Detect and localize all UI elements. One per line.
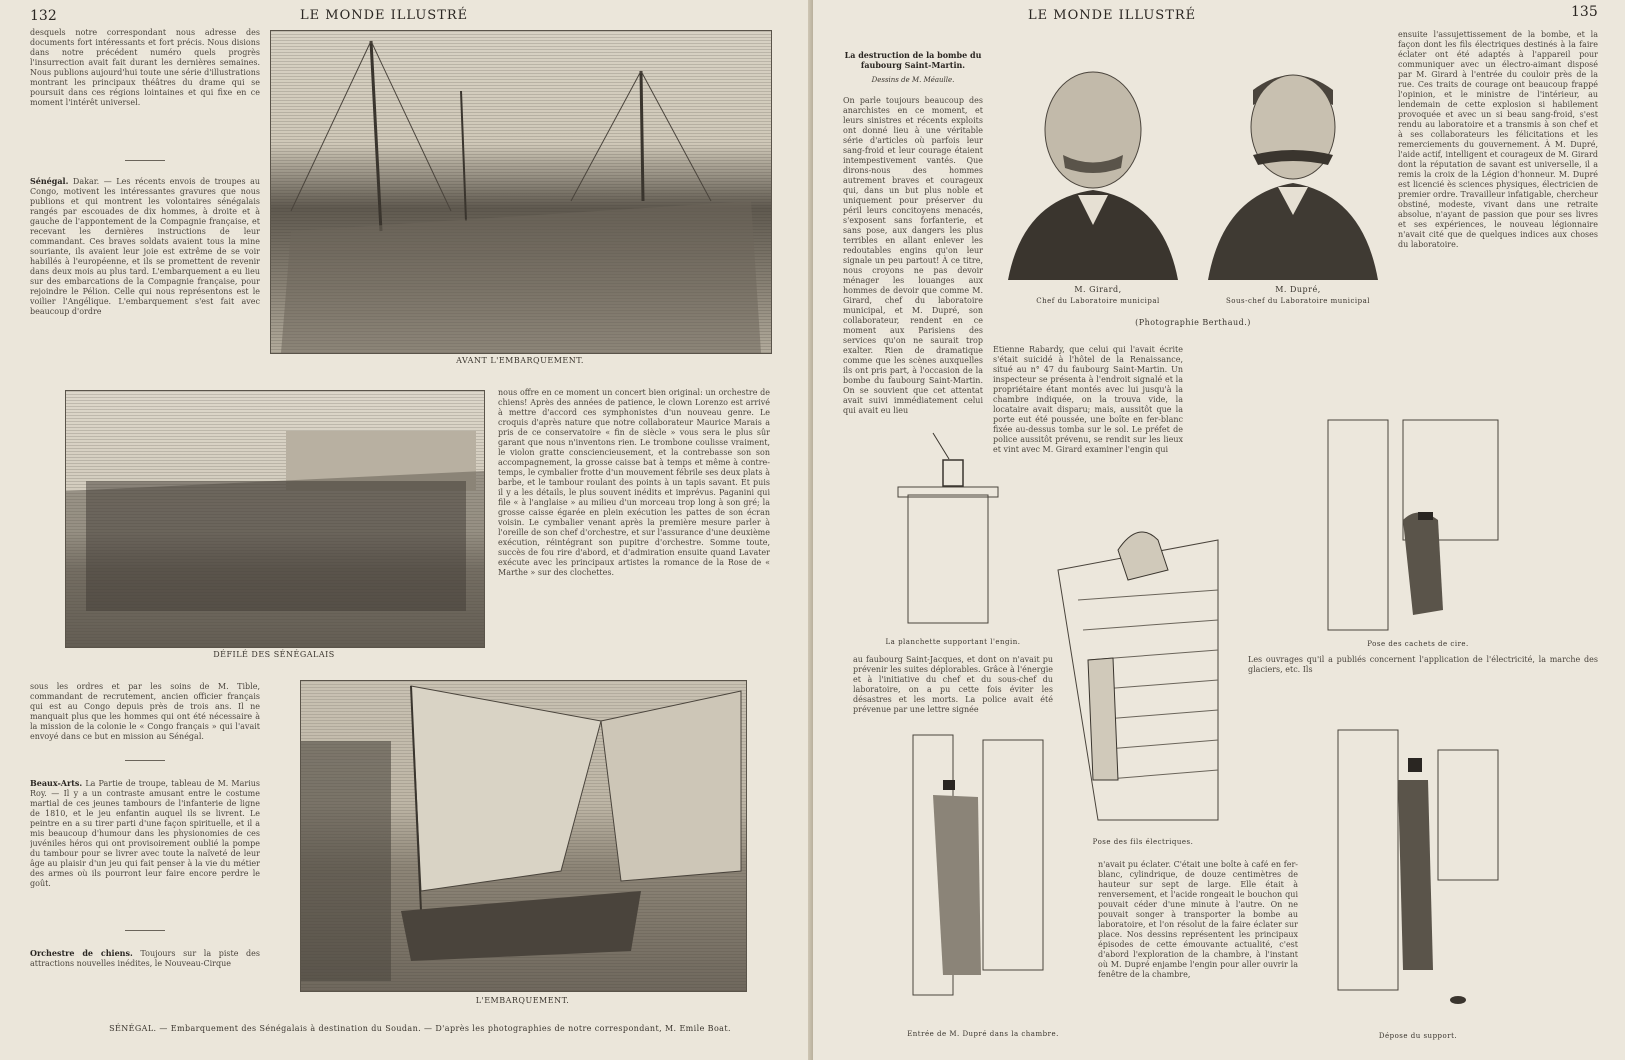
bomb-article-col2b: n'avait pu éclater. C'était une boîte à café en fer-blanc, cylindrique, de douze centimètres de hauteur sur sept de large. Elle était à renversement, et l'acide rongeait le bouchon qui pouvait céder d'une minute à l'autre. On ne pouvait songer à transporter la bombe au laboratoire, et l'on résolut de la faire éclater sur place. Nos dessins représentent les principaux épisodes de cette émouvante actualité, c'est d'abord l'exploration de la chambre, à l'instant où M. Dupré enjambe l'engin pour aller ouvrir la fenêtre de la chambre, — [1098, 860, 1298, 979]
caption-defile: DÉFILÉ DES SÉNÉGALAIS — [213, 650, 335, 659]
article-title: La destruction de la bombe du faubourg Saint-Martin. — [844, 50, 982, 70]
sailboat-illustration — [301, 681, 746, 991]
bomb-article-col1b: au faubourg Saint-Jacques, et dont on n'avait pu prévenir les suites déplorables. Grâce à l'énergie et à l'initiative du chef et du sous-chef du laboratoire, on a pu cette fois éviter les désastres et les morts. La police avait été prévenue par une lettre signée — [853, 655, 1053, 714]
page-number-left: 132 — [30, 8, 57, 24]
caption-embarquement: L'EMBARQUEMENT. — [475, 996, 570, 1005]
portrait-girard-name: M. Girard, — [1074, 285, 1122, 294]
orchestre-chiens-text: nous offre en ce moment un concert bien original: un orchestre de chiens! Après des années de patience, le clown Lorenzo est arrivé à mettre d'accord ces symphonistes d'un nouveau genre. Le croquis d'après nature que notre collaborateur Maurice Marais a pris de ce conservatoire « fin de siècle » vous sera le plus sûr garant que nous n'inventons rien. Le trombone coulisse vraiment, le violon gratte consciencieusement, et la contrebasse son son accompagnement, la grosse caisse bat à temps et même à contre-temps, le cymbalier frotte d'un mouvement fébrile ses deux plats à barbe, et le tambour roulant des points à un tapis savant. Et puis il y a les détails, le plus souvent inédits et imprévus. Paganini qui file « à l'anglaise » au milieu d'un morceau trop long à son gré; la grosse caisse égarée en plein exécution les pattes de son écran voisin. Le cymbalier venant après la première mesure parler à l'oreille de son chef d'orchestre, et sur l'assurance d'une deuxième exécution, réintégrant son pupitre d'orchestre. Somme toute, succès de fou rire d'abord, et d'admiration ensuite quand Lavater exécute avec les principaux artistes la romance de la Rose de « Marthe » sur des clochettes. — [498, 388, 770, 577]
right-page — [813, 0, 1625, 1060]
bomb-article-col2: Étienne Rabardy, que celui qui l'avait écrite s'était suicidé à l'hôtel de la Renaissance, situé au n° 47 du faubourg Saint-Martin. Un inspecteur se présenta à l'endroit signalé et la propriétaire étant montés avec lui jusqu'à la chambre indiquée, on la trouva vide, la locataire avait disparu; mais, aussitôt que la porte eut été poussée, une boîte en fer-blanc fixée au-dessus tomba sur le sol. Le préfet de police aussitôt prévenu, se rendit sur les lieux et vint avec M. Girard examiner l'engin qui — [993, 345, 1183, 454]
intro-text: desquels notre correspondant nous adresse des documents fort intéressants et fort précis. Nous disions dans notre précédent numéro quels progrès l'insurrection avait fait durant les dernières semaines. Nous publions aujourd'hui toute une série d'illustrations montrant les principaux théâtres du drame qui se poursuit dans ces régions lointaines et qui fixe en ce moment l'intérêt universel. — [30, 28, 260, 107]
bomb-article-col4: ensuite l'assujettissement de la bombe, et la façon dont les fils électriques destinés à la faire éclater ont été adaptés à l'appareil pour communiquer avec un électro-aimant disposé par M. Girard à l'entrée du couloir près de la rue. Ces traits de courage ont beaucoup frappé l'opinion, et le ministre de l'intérieur, au lendemain de cette explosion si habilement provoquée et avec un si beau sang-froid, s'est rendu au laboratoire et a transmis à son chef et à ses collaborateurs les félicitations et les remerciements du gouvernement. À M. Dupré, l'aide actif, intelligent et courageux de M. Girard dont la réputation de savant est universelle, il a remis la croix de la Légion d'honneur. M. Dupré est licencié ès sciences physiques, électricien de premier ordre. Travailleur infatigable, chercheur obstiné, modeste, vivant dans une retraite absolue, n'ayant de passion que pour ses livres et ses expériences, le nouveau légionnaire n'avait cité que de quelques indices aux choses du laboratoire. — [1398, 30, 1598, 249]
sketch-support-illustration — [1318, 720, 1508, 1010]
separator — [125, 930, 165, 931]
beaux-arts-article — [30, 778, 260, 920]
engraving-embarquement — [300, 680, 747, 992]
caption-avant-embarquement: AVANT L'EMBARQUEMENT. — [456, 356, 584, 365]
orchestre-article — [30, 948, 260, 988]
portrait-girard — [993, 50, 1193, 280]
page-header-right: LE MONDE ILLUSTRÉ — [1028, 8, 1197, 23]
portrait-girard-illustration — [993, 50, 1193, 280]
footer-caption: SÉNÉGAL. — Embarquement des Sénégalais à destination du Soudan. — D'après les photographies de notre correspondant, M. Emile Boat. — [109, 1024, 731, 1033]
senegal-text: Dakar. — Les récents envois de troupes au Congo, motivent les intéressantes gravures que nous publions et qui montrent les volontaires sénégalais rangés par escouades de dix hommes, à droite et à gauche de l'appontement de la Compagnie française, et recevant les dernières instructions de leur commandant. Ces braves soldats avaient tous la mine souriante, ils avaient leur joie est extrême de se voir habillés à l'européenne, et ils se promettent de revenir dans deux mois au plus tard. L'embarquement a eu lieu sur des embarcations de la Compagnie française, pour rejoindre le Pélion. Celle qui nous représentons est le voilier l'Angélique. L'embarquement s'est fait avec beaucoup d'ordre — [30, 177, 260, 316]
portrait-girard-title: Chef du Laboratoire municipal — [1036, 297, 1160, 305]
separator — [125, 160, 165, 161]
beaux-arts-lead: Beaux-Arts. — [30, 778, 83, 788]
sketch-support — [1318, 720, 1508, 1010]
bomb-article-col3b: Les ouvrages qu'il a publiés concernent l'application de l'électricité, la marche des glaciers, etc. Ils — [1248, 655, 1598, 674]
sketch-planchette-illustration — [883, 425, 1023, 625]
page-number-right: 135 — [1571, 4, 1598, 20]
caption-cachets: Pose des cachets de cire. — [1367, 640, 1469, 648]
sketch-entree — [903, 725, 1083, 1015]
portrait-dupre — [1198, 45, 1388, 280]
engraving-defile-senegalais — [65, 390, 485, 648]
sketch-cachets — [1318, 410, 1508, 635]
portrait-dupre-name: M. Dupré, — [1275, 285, 1321, 294]
caption-support: Dépose du support. — [1378, 1032, 1458, 1040]
page-header-left: LE MONDE ILLUSTRÉ — [300, 8, 469, 23]
sketch-entree-illustration — [903, 725, 1083, 1015]
senegal-article — [30, 176, 260, 378]
orchestre-text: Toujours sur la piste des attractions nouvelles inédites, le Nouveau-Cirque — [30, 949, 260, 968]
orchestre-lead: Orchestre de chiens. — [30, 948, 133, 958]
caption-fils: Pose des fils électriques. — [1092, 838, 1194, 846]
caption-entree: Entrée de M. Dupré dans la chambre. — [907, 1030, 1059, 1038]
recrutement-text: sous les ordres et par les soins de M. Tible, commandant de recrutement, ancien officier français qui est au Congo depuis près de trois ans. Il ne manquait plus que les hommes qui ont été nécessaire à la mission de la colonie le « Congo français » qui l'avait envoyé dans ce but en mission au Sénégal. — [30, 682, 260, 741]
engraving-avant-embarquement — [270, 30, 772, 354]
portrait-dupre-title: Sous-chef du Laboratoire municipal — [1225, 297, 1371, 305]
sketch-planchette — [883, 425, 1023, 625]
article-byline: Dessins de M. Méaulle. — [871, 76, 955, 84]
portrait-dupre-illustration — [1198, 45, 1388, 280]
left-page — [0, 0, 812, 1060]
sketch-cachets-illustration — [1318, 410, 1508, 635]
bomb-article-col1: On parle toujours beaucoup des anarchistes en ce moment, et leurs sinistres et récents exploits ont donné lieu à une véritable série d'articles où parfois leur sang-froid et leur courage étaient intempestivement vantés. Que dirons-nous des hommes autrement braves et courageux qui, dans un but plus noble et uniquement pour préserver du péril leurs concitoyens menacés, s'exposent sans forfanterie, et sans pose, aux dangers les plus terribles en allant enlever les redoutables engins qu'on leur signale un peu partout! À ce titre, nous croyons ne pas devoir ménager les louanges aux hommes de devoir que comme M. Girard, chef du laboratoire municipal, et M. Dupré, son collaborateur, rendent en ce moment aux Parisiens des services qu'on ne saurait trop exalter. Rien de dramatique comme que les scènes auxquelles ils ont pris part, à l'occasion de la bombe du faubourg Saint-Martin. On se souvient que cet attentat avait suivi immédiatement celui qui avait eu lieu — [843, 96, 983, 415]
beaux-arts-text: La Partie de troupe, tableau de M. Marius Roy. — Il y a un contraste amusant entre le costume martial de ces jeunes tambours de l'infanterie de ligne de 1810, et le jeu enfantin auquel ils se livrent. Le peintre en a su tirer parti d'une façon spirituelle, et il a mis beaucoup d'humour dans les physionomies de ces juvéniles héros qui ont provisoirement oublié la pompe du tambour pour se livrer avec toute la naïveté de leur âge au plaisir d'un jeu qui fait penser à la vie du métier des armes où ils pourront leur faire encore perdre le goût. — [30, 779, 260, 888]
troops-line-illustration — [66, 391, 484, 647]
ship-masts-illustration — [271, 31, 771, 353]
senegal-lead: Sénégal. — [30, 176, 69, 186]
caption-planchette: La planchette supportant l'engin. — [885, 638, 1021, 646]
photo-credit: (Photographie Berthaud.) — [1135, 318, 1251, 327]
separator — [125, 760, 165, 761]
